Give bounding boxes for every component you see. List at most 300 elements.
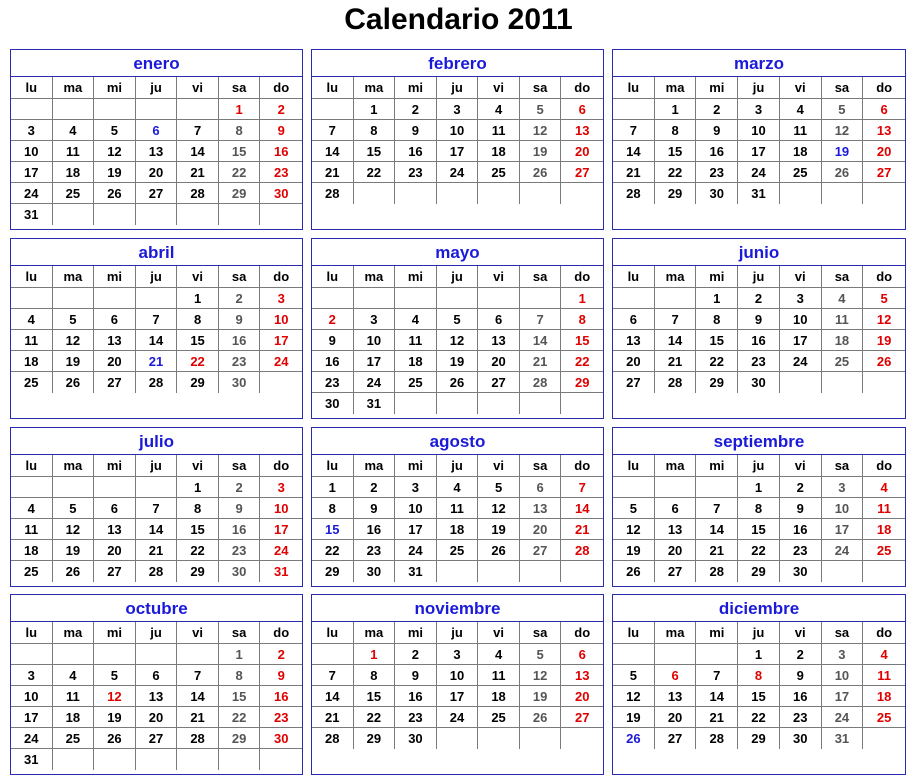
weekday-header: do [260, 77, 302, 99]
day-cell: 4 [11, 498, 53, 519]
day-cell: 4 [53, 120, 95, 141]
month-noviembre [311, 594, 604, 775]
day-cell: 9 [219, 498, 261, 519]
empty-cell [53, 749, 95, 770]
day-cell: 19 [863, 330, 905, 351]
weekday-header: sa [219, 622, 261, 644]
day-cell: 12 [613, 686, 655, 707]
day-cell: 21 [177, 707, 219, 728]
empty-cell [177, 644, 219, 665]
day-cell: 6 [520, 477, 562, 498]
day-cell: 16 [219, 330, 261, 351]
day-cell: 5 [822, 99, 864, 120]
empty-cell [354, 183, 396, 204]
empty-cell [478, 393, 520, 414]
day-cell: 2 [780, 477, 822, 498]
day-cell: 7 [655, 309, 697, 330]
empty-cell [561, 561, 603, 582]
day-cell: 12 [94, 141, 136, 162]
weekday-header: ma [53, 622, 95, 644]
day-cell: 29 [561, 372, 603, 393]
month-diciembre [612, 594, 906, 775]
empty-cell [177, 99, 219, 120]
month-grid [613, 455, 905, 582]
day-cell: 14 [613, 141, 655, 162]
weekday-header: do [561, 77, 603, 99]
day-cell: 8 [738, 498, 780, 519]
day-cell: 16 [312, 351, 354, 372]
day-cell: 27 [613, 372, 655, 393]
day-cell: 18 [53, 707, 95, 728]
day-cell: 13 [613, 330, 655, 351]
weekday-header: vi [478, 455, 520, 477]
day-cell: 28 [561, 540, 603, 561]
day-cell: 19 [520, 686, 562, 707]
empty-cell [822, 372, 864, 393]
weekday-header: ma [53, 455, 95, 477]
day-cell: 4 [437, 477, 479, 498]
day-cell: 22 [312, 540, 354, 561]
weekday-header: mi [696, 455, 738, 477]
weekday-header: vi [177, 622, 219, 644]
weekday-header: lu [613, 455, 655, 477]
empty-cell [177, 204, 219, 225]
day-cell: 4 [395, 309, 437, 330]
day-cell: 21 [696, 540, 738, 561]
day-cell: 27 [561, 162, 603, 183]
day-cell: 12 [478, 498, 520, 519]
month-octubre [10, 594, 303, 775]
month-mayo [311, 238, 604, 419]
day-cell: 23 [260, 162, 302, 183]
empty-cell [11, 288, 53, 309]
empty-cell [94, 288, 136, 309]
day-cell: 25 [822, 351, 864, 372]
month-name: diciembre [613, 595, 905, 622]
weekday-header: vi [177, 455, 219, 477]
day-cell: 11 [863, 665, 905, 686]
day-cell: 10 [437, 665, 479, 686]
day-cell: 13 [94, 330, 136, 351]
day-cell: 27 [94, 561, 136, 582]
empty-cell [822, 561, 864, 582]
month-grid [613, 266, 905, 393]
day-cell: 17 [260, 330, 302, 351]
day-cell: 18 [780, 141, 822, 162]
day-cell: 4 [478, 644, 520, 665]
day-cell: 5 [53, 498, 95, 519]
day-cell: 27 [136, 728, 178, 749]
weekday-header: lu [613, 622, 655, 644]
day-cell: 20 [136, 162, 178, 183]
month-name: junio [613, 239, 905, 266]
day-cell: 5 [520, 99, 562, 120]
day-cell: 6 [561, 644, 603, 665]
day-cell: 31 [822, 728, 864, 749]
empty-cell [94, 477, 136, 498]
empty-cell [520, 288, 562, 309]
month-grid [312, 622, 603, 749]
weekday-header: sa [822, 266, 864, 288]
empty-cell [478, 561, 520, 582]
weekday-header: mi [395, 266, 437, 288]
day-cell: 10 [395, 498, 437, 519]
day-cell: 29 [219, 728, 261, 749]
day-cell: 28 [136, 372, 178, 393]
weekday-header: lu [312, 622, 354, 644]
empty-cell [395, 288, 437, 309]
empty-cell [312, 99, 354, 120]
day-cell: 14 [696, 686, 738, 707]
day-cell: 21 [561, 519, 603, 540]
month-grid [11, 622, 302, 770]
day-cell: 17 [354, 351, 396, 372]
day-cell: 22 [738, 540, 780, 561]
empty-cell [94, 204, 136, 225]
day-cell: 10 [354, 330, 396, 351]
day-cell: 6 [94, 309, 136, 330]
day-cell: 14 [312, 686, 354, 707]
day-cell: 3 [780, 288, 822, 309]
empty-cell [395, 183, 437, 204]
day-cell: 13 [561, 120, 603, 141]
day-cell: 22 [696, 351, 738, 372]
day-cell: 24 [437, 707, 479, 728]
day-cell: 1 [561, 288, 603, 309]
weekday-header: sa [219, 455, 261, 477]
day-cell: 30 [395, 728, 437, 749]
empty-cell [478, 183, 520, 204]
weekday-header: vi [478, 77, 520, 99]
empty-cell [561, 393, 603, 414]
weekday-header: vi [780, 266, 822, 288]
day-cell: 20 [478, 351, 520, 372]
day-cell: 23 [219, 351, 261, 372]
weekday-header: mi [696, 266, 738, 288]
empty-cell [863, 561, 905, 582]
day-cell: 5 [613, 665, 655, 686]
day-cell: 25 [863, 540, 905, 561]
month-grid [312, 455, 603, 582]
month-name: octubre [11, 595, 302, 622]
weekday-header: do [561, 455, 603, 477]
day-cell: 29 [696, 372, 738, 393]
day-cell: 3 [354, 309, 396, 330]
weekday-header: ma [354, 455, 396, 477]
day-cell: 18 [11, 351, 53, 372]
day-cell: 25 [780, 162, 822, 183]
month-grid [11, 77, 302, 225]
day-cell: 14 [177, 141, 219, 162]
weekday-header: ju [437, 622, 479, 644]
weekday-header: vi [780, 622, 822, 644]
day-cell: 10 [822, 498, 864, 519]
day-cell: 15 [354, 686, 396, 707]
month-abril [10, 238, 303, 419]
day-cell: 3 [822, 477, 864, 498]
day-cell: 11 [11, 519, 53, 540]
day-cell: 20 [136, 707, 178, 728]
day-cell: 28 [177, 728, 219, 749]
day-cell: 12 [520, 665, 562, 686]
day-cell: 11 [478, 665, 520, 686]
month-grid [613, 77, 905, 204]
day-cell: 5 [53, 309, 95, 330]
day-cell: 15 [219, 141, 261, 162]
day-cell: 15 [738, 686, 780, 707]
weekday-header: do [260, 266, 302, 288]
month-febrero [311, 49, 604, 230]
day-cell: 3 [395, 477, 437, 498]
day-cell: 13 [136, 686, 178, 707]
day-cell: 22 [561, 351, 603, 372]
day-cell: 22 [354, 707, 396, 728]
day-cell: 29 [219, 183, 261, 204]
empty-cell [561, 183, 603, 204]
weekday-header: sa [822, 77, 864, 99]
empty-cell [613, 99, 655, 120]
weekday-header: lu [312, 77, 354, 99]
day-cell: 9 [738, 309, 780, 330]
weekday-header: ju [437, 77, 479, 99]
day-cell: 25 [53, 728, 95, 749]
day-cell: 18 [395, 351, 437, 372]
day-cell: 29 [738, 561, 780, 582]
empty-cell [478, 728, 520, 749]
day-cell: 9 [780, 665, 822, 686]
empty-cell [260, 372, 302, 393]
day-cell: 8 [177, 498, 219, 519]
day-cell: 12 [822, 120, 864, 141]
empty-cell [780, 372, 822, 393]
weekday-header: vi [177, 266, 219, 288]
day-cell: 23 [312, 372, 354, 393]
day-cell: 26 [478, 540, 520, 561]
day-cell: 28 [312, 728, 354, 749]
weekday-header: ma [53, 266, 95, 288]
empty-cell [780, 183, 822, 204]
day-cell: 24 [354, 372, 396, 393]
weekday-header: ju [136, 455, 178, 477]
day-cell: 23 [780, 707, 822, 728]
day-cell: 30 [738, 372, 780, 393]
day-cell: 25 [478, 707, 520, 728]
day-cell: 24 [780, 351, 822, 372]
day-cell: 7 [312, 665, 354, 686]
day-cell: 11 [863, 498, 905, 519]
weekday-header: do [260, 622, 302, 644]
day-cell: 2 [312, 309, 354, 330]
day-cell: 2 [738, 288, 780, 309]
weekday-header: ju [738, 266, 780, 288]
day-cell: 8 [354, 120, 396, 141]
day-cell: 23 [354, 540, 396, 561]
weekday-header: mi [94, 266, 136, 288]
empty-cell [219, 749, 261, 770]
day-cell: 10 [260, 498, 302, 519]
day-cell: 11 [11, 330, 53, 351]
page-title: Calendario 2011 [344, 3, 573, 36]
day-cell: 28 [696, 728, 738, 749]
day-cell: 4 [822, 288, 864, 309]
day-cell: 23 [780, 540, 822, 561]
month-grid [11, 266, 302, 393]
weekday-header: mi [696, 77, 738, 99]
day-cell: 21 [136, 351, 178, 372]
day-cell: 26 [94, 183, 136, 204]
empty-cell [53, 288, 95, 309]
weekday-header: lu [613, 266, 655, 288]
empty-cell [478, 288, 520, 309]
day-cell: 13 [863, 120, 905, 141]
day-cell: 17 [437, 686, 479, 707]
day-cell: 26 [53, 372, 95, 393]
day-cell: 1 [354, 644, 396, 665]
weekday-header: lu [11, 77, 53, 99]
day-cell: 19 [94, 707, 136, 728]
day-cell: 1 [696, 288, 738, 309]
day-cell: 8 [354, 665, 396, 686]
day-cell: 17 [822, 519, 864, 540]
weekday-header: ma [655, 455, 697, 477]
day-cell: 18 [478, 686, 520, 707]
empty-cell [655, 288, 697, 309]
empty-cell [863, 372, 905, 393]
day-cell: 17 [822, 686, 864, 707]
day-cell: 20 [655, 707, 697, 728]
empty-cell [696, 644, 738, 665]
empty-cell [863, 728, 905, 749]
empty-cell [437, 561, 479, 582]
day-cell: 20 [655, 540, 697, 561]
day-cell: 24 [260, 351, 302, 372]
day-cell: 30 [312, 393, 354, 414]
empty-cell [312, 644, 354, 665]
day-cell: 31 [354, 393, 396, 414]
day-cell: 2 [260, 644, 302, 665]
empty-cell [53, 644, 95, 665]
day-cell: 19 [94, 162, 136, 183]
day-cell: 3 [437, 99, 479, 120]
day-cell: 8 [312, 498, 354, 519]
day-cell: 17 [780, 330, 822, 351]
day-cell: 15 [312, 519, 354, 540]
day-cell: 5 [613, 498, 655, 519]
day-cell: 11 [478, 120, 520, 141]
day-cell: 20 [94, 351, 136, 372]
empty-cell [136, 99, 178, 120]
empty-cell [437, 288, 479, 309]
empty-cell [11, 477, 53, 498]
day-cell: 22 [219, 162, 261, 183]
day-cell: 24 [738, 162, 780, 183]
day-cell: 6 [478, 309, 520, 330]
day-cell: 16 [780, 519, 822, 540]
empty-cell [53, 99, 95, 120]
day-cell: 24 [395, 540, 437, 561]
weekday-header: ma [655, 77, 697, 99]
day-cell: 30 [260, 728, 302, 749]
day-cell: 28 [613, 183, 655, 204]
day-cell: 16 [260, 141, 302, 162]
day-cell: 17 [437, 141, 479, 162]
day-cell: 28 [520, 372, 562, 393]
day-cell: 16 [696, 141, 738, 162]
month-name: enero [11, 50, 302, 77]
day-cell: 29 [177, 372, 219, 393]
empty-cell [219, 204, 261, 225]
empty-cell [260, 204, 302, 225]
day-cell: 5 [863, 288, 905, 309]
empty-cell [437, 728, 479, 749]
weekday-header: lu [312, 455, 354, 477]
day-cell: 7 [613, 120, 655, 141]
weekday-header: sa [520, 77, 562, 99]
weekday-header: mi [94, 77, 136, 99]
empty-cell [395, 393, 437, 414]
day-cell: 10 [780, 309, 822, 330]
day-cell: 27 [520, 540, 562, 561]
day-cell: 13 [655, 686, 697, 707]
empty-cell [136, 644, 178, 665]
day-cell: 1 [177, 477, 219, 498]
day-cell: 30 [219, 372, 261, 393]
day-cell: 27 [655, 561, 697, 582]
day-cell: 22 [354, 162, 396, 183]
month-agosto [311, 427, 604, 587]
weekday-header: mi [395, 77, 437, 99]
day-cell: 6 [136, 665, 178, 686]
day-cell: 29 [177, 561, 219, 582]
day-cell: 26 [437, 372, 479, 393]
day-cell: 18 [478, 141, 520, 162]
day-cell: 16 [395, 141, 437, 162]
month-marzo [612, 49, 906, 230]
weekday-header: sa [520, 266, 562, 288]
day-cell: 19 [520, 141, 562, 162]
day-cell: 21 [655, 351, 697, 372]
day-cell: 20 [561, 686, 603, 707]
weekday-header: ju [136, 622, 178, 644]
empty-cell [312, 288, 354, 309]
day-cell: 2 [696, 99, 738, 120]
day-cell: 7 [177, 665, 219, 686]
day-cell: 4 [53, 665, 95, 686]
day-cell: 29 [354, 728, 396, 749]
day-cell: 25 [11, 372, 53, 393]
day-cell: 21 [312, 162, 354, 183]
day-cell: 24 [11, 183, 53, 204]
weekday-header: lu [312, 266, 354, 288]
day-cell: 10 [260, 309, 302, 330]
day-cell: 20 [561, 141, 603, 162]
day-cell: 15 [696, 330, 738, 351]
day-cell: 15 [561, 330, 603, 351]
weekday-header: ma [655, 266, 697, 288]
day-cell: 24 [437, 162, 479, 183]
day-cell: 8 [561, 309, 603, 330]
day-cell: 7 [136, 309, 178, 330]
day-cell: 5 [478, 477, 520, 498]
empty-cell [561, 728, 603, 749]
day-cell: 13 [478, 330, 520, 351]
day-cell: 11 [822, 309, 864, 330]
weekday-header: lu [11, 622, 53, 644]
day-cell: 21 [696, 707, 738, 728]
empty-cell [696, 477, 738, 498]
day-cell: 7 [696, 498, 738, 519]
day-cell: 30 [260, 183, 302, 204]
